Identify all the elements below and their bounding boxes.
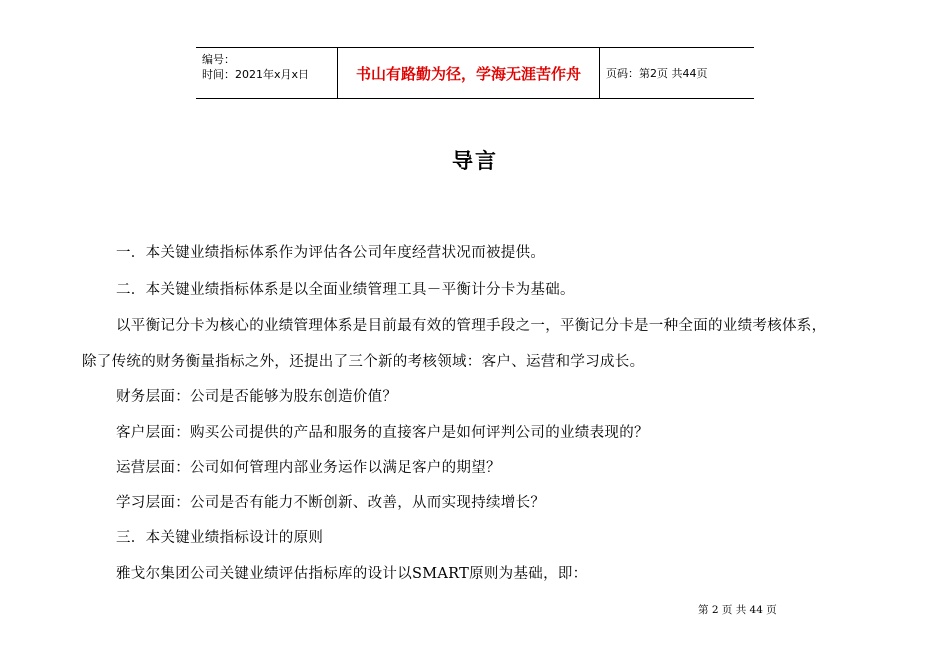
paragraph-3: 以平衡记分卡为核心的业绩管理体系是目前最有效的管理手段之一，平衡记分卡是一种全面的业绩考核体系， <box>116 318 827 334</box>
header-page-cell <box>600 48 754 98</box>
paragraph-1: 一．本关键业绩指标体系作为评估各公司年度经营状况而被提供。 <box>116 245 546 261</box>
paragraph-4: 除了传统的财务衡量指标之外，还提出了三个新的考核领域：客户、运营和学习成长。 <box>82 354 645 370</box>
header-left-cell <box>196 48 338 98</box>
number-label: 编号： <box>202 53 235 66</box>
page-header-table <box>196 47 754 99</box>
paragraph-smart: 雅戈尔集团公司关键业绩评估指标库的设计以SMART原则为基础，即： <box>116 566 588 582</box>
document-title: 导言 <box>452 149 498 173</box>
paragraph-finance: 财务层面：公司是否能够为股东创造价值？ <box>116 389 398 405</box>
header-motto-cell <box>338 48 600 98</box>
paragraph-section-3: 三．本关键业绩指标设计的原则 <box>116 530 324 546</box>
paragraph-learning: 学习层面：公司是否有能力不断创新、改善，从而实现持续增长？ <box>116 495 546 511</box>
header-motto: 书山有路勤为径，学海无涯苦作舟 <box>355 64 581 83</box>
paragraph-operations: 运营层面：公司如何管理内部业务运作以满足客户的期望？ <box>116 460 501 476</box>
time-label: 时间：2021年x月x日 <box>202 68 310 81</box>
page-footer: 第 2 页 共 44 页 <box>698 604 777 616</box>
page-code: 页码：第2页 共44页 <box>606 67 708 80</box>
paragraph-2: 二．本关键业绩指标体系是以全面业绩管理工具－平衡计分卡为基础。 <box>116 282 575 298</box>
paragraph-customer: 客户层面：购买公司提供的产品和服务的直接客户是如何评判公司的业绩表现的？ <box>116 425 649 441</box>
